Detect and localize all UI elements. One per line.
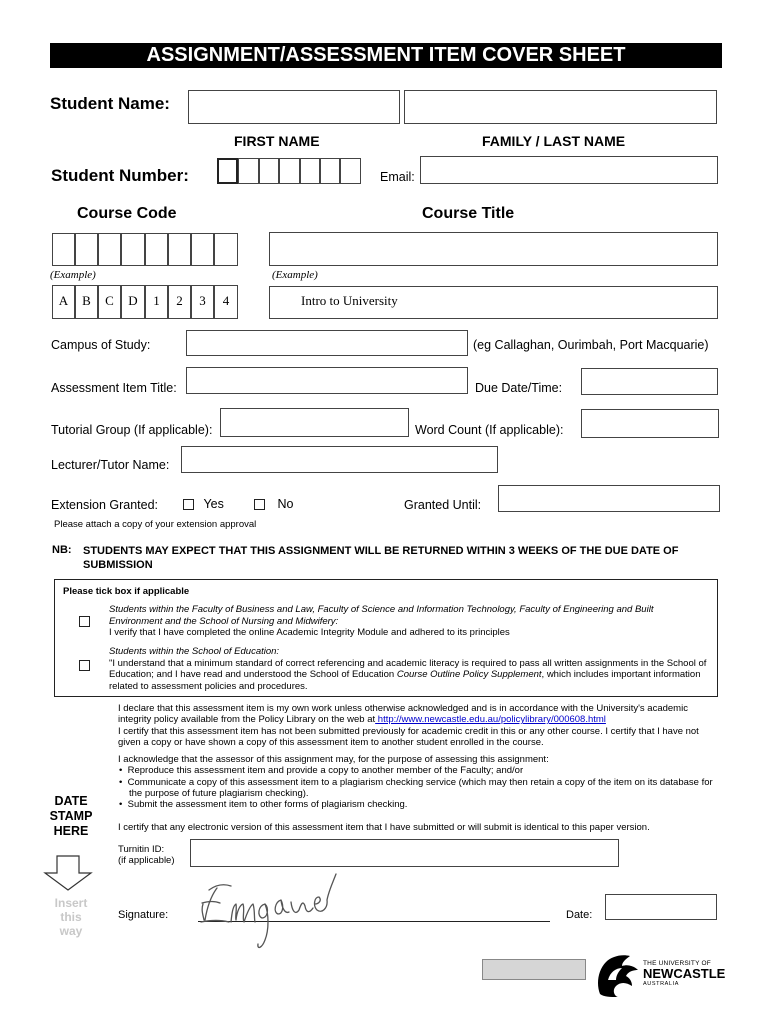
- extension-attach-note: Please attach a copy of your extension approval: [54, 519, 257, 530]
- extension-no-checkbox[interactable]: [254, 499, 265, 510]
- example-code-char: A: [52, 285, 75, 319]
- education-school-checkbox[interactable]: [79, 660, 90, 671]
- example-title-caption: (Example): [272, 269, 318, 281]
- date-stamp-label: DATE STAMP HERE: [49, 794, 93, 838]
- course-code-field[interactable]: [52, 233, 238, 266]
- example-code-char: 2: [168, 285, 191, 319]
- tutorial-group-label: Tutorial Group (If applicable):: [51, 423, 213, 437]
- granted-until-field[interactable]: [498, 485, 720, 512]
- student-number-field[interactable]: [217, 158, 361, 184]
- student-number-cell[interactable]: [300, 158, 320, 184]
- example-course-title: [269, 286, 718, 319]
- course-code-cell[interactable]: [75, 233, 98, 266]
- extension-yes-checkbox[interactable]: [183, 499, 194, 510]
- student-number-cell[interactable]: [217, 158, 238, 184]
- declaration-text: [118, 703, 718, 833]
- course-code-cell[interactable]: [191, 233, 214, 266]
- logo-line-2: NEWCASTLE: [643, 966, 726, 981]
- last-name-caption: FAMILY / LAST NAME: [482, 133, 626, 149]
- handwritten-signature: [195, 870, 345, 955]
- turnitin-label: Turnitin ID: (if applicable): [118, 844, 175, 867]
- business-faculty-statement: [109, 604, 709, 639]
- education-school-text: "I understand that a minimum standard of correct referencing and academic literacy is required to pass all written assignments in the School of Education; and I have read and understood the School of Education Course Outline Policy Supplement, which includes important information related to assessment policies and procedures.: [109, 657, 707, 692]
- extension-no-option[interactable]: [254, 497, 293, 511]
- education-school-heading: Students within the School of Education:: [109, 646, 280, 657]
- last-name-field[interactable]: [404, 90, 717, 124]
- tick-box-heading: Please tick box if applicable: [63, 586, 190, 597]
- student-number-cell[interactable]: [238, 158, 259, 184]
- first-name-field[interactable]: [188, 90, 400, 124]
- student-number-cell[interactable]: [320, 158, 340, 184]
- student-number-cell[interactable]: [259, 158, 279, 184]
- title-bar: [50, 43, 722, 68]
- declaration-para-2: I certify that this assessment item has not been submitted previously for academic credit in this or any other course. I certify that I have not given a copy or have shown a copy of this assessment item to another student enrolled in the course.: [118, 725, 699, 748]
- logo-line-1: THE UNIVERSITY OF: [643, 960, 711, 967]
- policy-library-link[interactable]: http://www.newcastle.edu.au/policylibrary/000608.html: [375, 714, 606, 726]
- tutorial-group-field[interactable]: [220, 408, 409, 437]
- return-notice-line1: STUDENTS MAY EXPECT THAT THIS ASSIGNMENT WILL BE RETURNED WITHIN 3 WEEKS OF THE DUE DATE OF: [83, 545, 679, 557]
- nb-label: NB:: [52, 544, 72, 556]
- course-code-label: Course Code: [77, 205, 177, 222]
- logo-line-3: AUSTRALIA: [643, 981, 679, 987]
- student-number-cell[interactable]: [279, 158, 300, 184]
- campus-field[interactable]: [186, 330, 468, 356]
- extension-no-label: No: [277, 497, 294, 511]
- extension-label: Extension Granted:: [51, 498, 159, 512]
- word-count-field[interactable]: [581, 409, 719, 438]
- university-crest-icon: [592, 950, 642, 998]
- business-faculty-text: I verify that I have completed the online Academic Integrity Module and adhered to its principles: [109, 627, 510, 638]
- lecturer-field[interactable]: [181, 446, 498, 473]
- example-code-char: C: [98, 285, 121, 319]
- declaration-para-4: I certify that any electronic version of this assessment item that I have submitted or will submit is identical to this paper version.: [118, 821, 650, 833]
- email-field[interactable]: [420, 156, 718, 184]
- course-title-field[interactable]: [269, 232, 718, 266]
- return-notice-line2: SUBMISSION: [83, 559, 153, 571]
- example-code-caption: (Example): [50, 269, 96, 281]
- declaration-bullet: • Communicate a copy of this assessment item to a plagiarism checking service (which may then retain a copy of the item on its database for the purpose of future plagiarism checking).: [119, 776, 713, 800]
- first-name-caption: FIRST NAME: [234, 133, 320, 149]
- course-title-label: Course Title: [422, 205, 515, 222]
- tick-box-panel: [54, 579, 718, 697]
- granted-until-label: Granted Until:: [404, 498, 482, 512]
- email-label: Email:: [380, 170, 415, 184]
- student-number-label: Student Number:: [51, 166, 189, 185]
- example-course-code: [52, 285, 238, 319]
- office-use-box: [482, 959, 586, 980]
- campus-hint: (eg Callaghan, Ourimbah, Port Macquarie): [473, 338, 709, 352]
- declaration-bullet: • Submit the assessment item to other forms of plagiarism checking.: [119, 799, 408, 811]
- turnitin-id-field[interactable]: [190, 839, 619, 867]
- course-code-cell[interactable]: [214, 233, 238, 266]
- declaration-para-3: I acknowledge that the assessor of this assignment may, for the purpose of assessing this assignment:: [118, 754, 549, 766]
- insert-this-way-label: Insert this way: [54, 896, 88, 938]
- course-code-cell[interactable]: [145, 233, 168, 266]
- extension-yes-option[interactable]: [183, 497, 224, 511]
- declaration-bullet: • Reproduce this assessment item and provide a copy to another member of the Faculty; and/or: [119, 765, 524, 777]
- due-date-label: Due Date/Time:: [475, 381, 563, 395]
- arrow-down-icon: [43, 855, 93, 891]
- date-field[interactable]: [605, 894, 717, 920]
- example-code-char: D: [121, 285, 145, 319]
- campus-label: Campus of Study:: [51, 338, 151, 352]
- example-code-char: 1: [145, 285, 168, 319]
- item-title-field[interactable]: [186, 367, 468, 394]
- example-title-text: Intro to University: [301, 293, 398, 308]
- lecturer-label: Lecturer/Tutor Name:: [51, 458, 170, 472]
- extension-yes-label: Yes: [203, 497, 224, 511]
- student-number-cell[interactable]: [340, 158, 361, 184]
- course-code-cell[interactable]: [98, 233, 121, 266]
- due-date-field[interactable]: [581, 368, 718, 395]
- student-name-label: Student Name:: [50, 94, 170, 113]
- declaration-para-1: I declare that this assessment item is my own work unless otherwise acknowledged and is in accordance with the University's academic integrity policy available from the Policy Library on the web at http://www.newcastle.edu.au/policylibrary/000608.html: [118, 703, 688, 726]
- date-label: Date:: [566, 909, 593, 921]
- signature-label: Signature:: [118, 909, 169, 921]
- business-faculty-heading: Students within the Faculty of Business and Law, Faculty of Science and Information Technology, Faculty of Engineering and Built Environment and the School of Nursing and Midwifery:: [109, 604, 654, 627]
- example-code-char: B: [75, 285, 98, 319]
- education-school-statement: [109, 646, 709, 692]
- word-count-label: Word Count (If applicable):: [415, 423, 564, 437]
- course-code-cell[interactable]: [121, 233, 145, 266]
- university-logo: [643, 960, 726, 987]
- course-code-cell[interactable]: [52, 233, 75, 266]
- item-title-label: Assessment Item Title:: [51, 381, 177, 395]
- example-code-char: 3: [191, 285, 214, 319]
- return-notice: [83, 544, 723, 572]
- course-code-cell[interactable]: [168, 233, 191, 266]
- business-faculty-checkbox[interactable]: [79, 616, 90, 627]
- example-code-char: 4: [214, 285, 238, 319]
- page-title: ASSIGNMENT/ASSESSMENT ITEM COVER SHEET: [146, 44, 626, 66]
